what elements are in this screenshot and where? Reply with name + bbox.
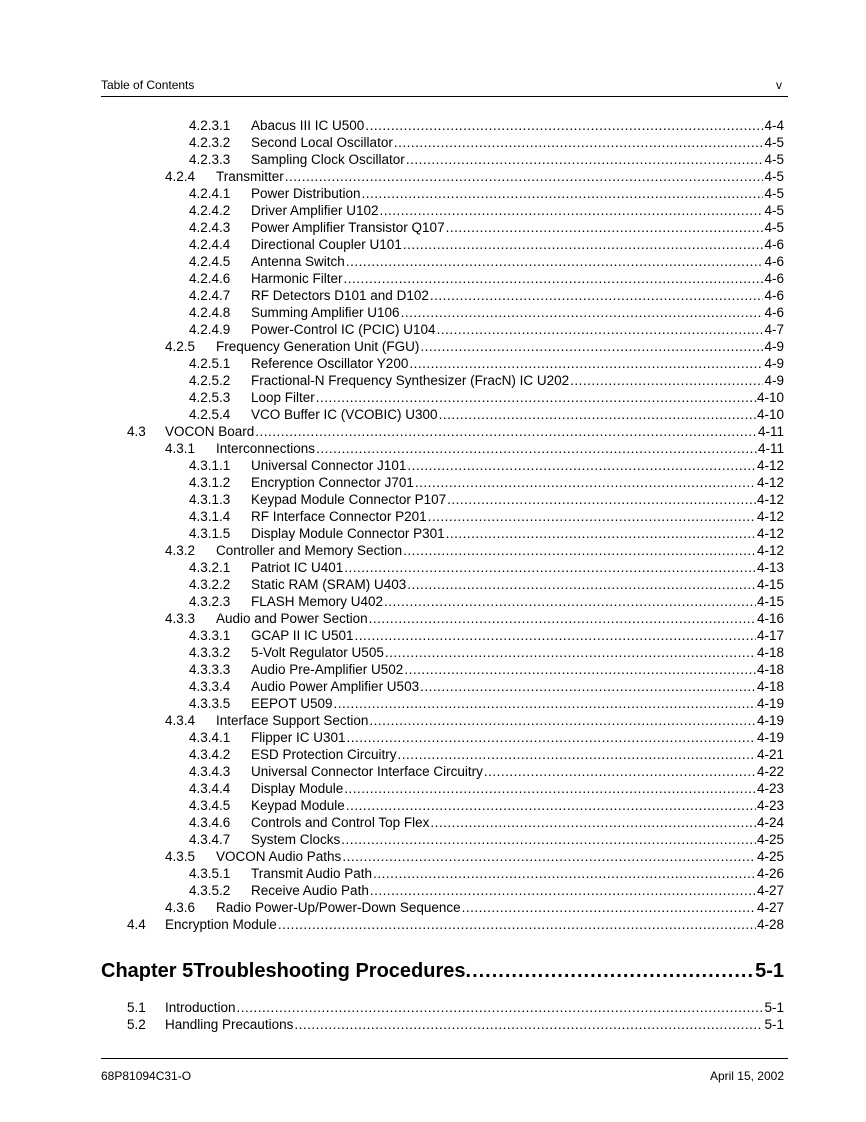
toc-leader-dots: [403, 236, 764, 253]
toc-entry-title: VOCON Board: [165, 424, 255, 439]
toc-entry-number: 4.2.5.1: [189, 356, 231, 371]
toc-entry-number: 4.3.3.4: [189, 679, 231, 694]
toc-entry[interactable]: [0, 831, 866, 848]
toc-entry[interactable]: [0, 797, 866, 814]
toc-entry-title: FLASH Memory U402: [251, 594, 384, 609]
toc-leader-dots: [373, 865, 756, 882]
toc-entry-page: 4-12: [756, 458, 784, 473]
toc-entry-page: 4-12: [756, 492, 784, 507]
toc-entry-number: 4.3.1: [165, 441, 196, 456]
toc-leader-dots: [342, 848, 756, 865]
toc-entry[interactable]: [0, 253, 866, 270]
chapter-leader-dots: [466, 958, 754, 984]
toc-entry[interactable]: [0, 899, 866, 916]
toc-entry-number: 4.2.4: [165, 169, 196, 184]
toc-entry-title: Loop Filter: [251, 390, 315, 405]
toc-entry-page: 4-10: [756, 390, 784, 405]
toc-entry[interactable]: [0, 576, 866, 593]
toc-entry-title: RF Detectors D101 and D102: [251, 288, 429, 303]
toc-entry[interactable]: [0, 508, 866, 525]
toc-entry-page: 4-25: [756, 849, 784, 864]
toc-entry-page: 4-6: [764, 271, 784, 286]
toc-entry-number: 4.3.1.2: [189, 475, 231, 490]
toc-entry-page: 4-6: [764, 254, 784, 269]
toc-entry[interactable]: [0, 999, 866, 1016]
toc-leader-dots: [430, 814, 756, 831]
toc-entry-title: ESD Protection Circuitry: [251, 747, 397, 762]
toc-leader-dots: [385, 644, 756, 661]
toc-entry-title: Handling Precautions: [165, 1017, 294, 1032]
toc-entry[interactable]: [0, 525, 866, 542]
toc-leader-dots: [341, 831, 756, 848]
toc-entry-page: 5-1: [764, 1000, 784, 1015]
toc-leader-dots: [462, 899, 756, 916]
toc-entry-number: 4.2.4.1: [189, 186, 231, 201]
toc-leader-dots: [370, 882, 756, 899]
toc-entry-page: 4-5: [764, 152, 784, 167]
toc-leader-dots: [380, 202, 764, 219]
toc-entry-title: Antenna Switch: [251, 254, 345, 269]
toc-leader-dots: [437, 321, 764, 338]
toc-entry-page: 4-5: [764, 203, 784, 218]
toc-entry[interactable]: [0, 593, 866, 610]
toc-entry-page: 4-23: [756, 798, 784, 813]
toc-entry-number: 4.3.3.1: [189, 628, 231, 643]
toc-leader-dots: [409, 355, 763, 372]
toc-leader-dots: [407, 576, 756, 593]
toc-entry-title: VOCON Audio Paths: [216, 849, 342, 864]
toc-entry-number: 4.2.4.6: [189, 271, 231, 286]
toc-leader-dots: [365, 117, 763, 134]
toc-leader-dots: [406, 151, 764, 168]
toc-entry-title: RF Interface Connector P201: [251, 509, 427, 524]
toc-entry-title: Frequency Generation Unit (FGU): [216, 339, 420, 354]
toc-leader-dots: [369, 610, 756, 627]
toc-entry-page: 4-11: [757, 441, 784, 456]
toc-entry-number: 4.3.6: [165, 900, 196, 915]
toc-entry-page: 4-12: [756, 526, 784, 541]
toc-entry-number: 4.2.5: [165, 339, 196, 354]
toc-entry-title: Patriot IC U401: [251, 560, 344, 575]
toc-entry-page: 4-4: [764, 118, 784, 133]
toc-leader-dots: [430, 287, 764, 304]
toc-entry-number: 4.3.4.7: [189, 832, 231, 847]
toc-entry[interactable]: [0, 423, 866, 440]
toc-entry-page: 4-6: [764, 288, 784, 303]
toc-entry-title: Transmitter: [216, 169, 284, 184]
toc-entry-page: 4-5: [764, 186, 784, 201]
toc-entry-number: 4.3.4: [165, 713, 196, 728]
toc-entry-page: 4-12: [756, 509, 784, 524]
toc-entry[interactable]: [0, 151, 866, 168]
toc-entry-number: 4.3.4.2: [189, 747, 231, 762]
toc-leader-dots: [394, 134, 764, 151]
header-rule: [101, 96, 788, 97]
toc-entry-number: 4.2.4.8: [189, 305, 231, 320]
toc-entry-title: Fractional-N Frequency Synthesizer (FracN) IC U202: [251, 373, 570, 388]
toc-entry[interactable]: [0, 814, 866, 831]
toc-entry-page: 4-9: [764, 339, 784, 354]
toc-entry-title: Encryption Module: [165, 917, 277, 932]
toc-entry[interactable]: [0, 661, 866, 678]
chapter-heading[interactable]: [101, 958, 784, 984]
chapter-number: Chapter 5: [101, 960, 194, 982]
toc-entry-number: 4.3.5: [165, 849, 196, 864]
header-section-title: Table of Contents: [101, 78, 195, 92]
toc-entry-title: Encryption Connector J701: [251, 475, 414, 490]
toc-entry-page: 4-12: [756, 543, 784, 558]
toc-leader-dots: [446, 219, 764, 236]
toc-leader-dots: [420, 338, 763, 355]
toc-entry-page: 4-26: [756, 866, 784, 881]
toc-entry[interactable]: [0, 1016, 866, 1033]
toc-leader-dots: [439, 406, 756, 423]
toc-entry-number: 4.3.5.1: [189, 866, 231, 881]
toc-entry-title: Reference Oscillator Y200: [251, 356, 409, 371]
toc-entry-page: 4-13: [756, 560, 784, 575]
toc-entry-number: 4.3.3.2: [189, 645, 231, 660]
toc-leader-dots: [570, 372, 763, 389]
toc-entry-number: 4.3.4.5: [189, 798, 231, 813]
toc-entry[interactable]: [0, 712, 866, 729]
toc-leader-dots: [316, 440, 757, 457]
toc-entry-page: 4-23: [756, 781, 784, 796]
toc-entry[interactable]: [0, 763, 866, 780]
toc-entry[interactable]: [0, 627, 866, 644]
toc-entry-page: 4-15: [756, 594, 784, 609]
toc-entry[interactable]: [0, 219, 866, 236]
toc-entry[interactable]: [0, 134, 866, 151]
toc-entry-title: Flipper IC U301: [251, 730, 346, 745]
toc-entry[interactable]: [0, 202, 866, 219]
toc-entry-title: Second Local Oscillator: [251, 135, 393, 150]
toc-entry-number: 4.2.3.3: [189, 152, 231, 167]
toc-entry-page: 4-7: [764, 322, 784, 337]
toc-entry-number: 4.2.4.4: [189, 237, 231, 252]
toc-entry-number: 4.3.4.1: [189, 730, 231, 745]
toc-entry-title: Power Distribution: [251, 186, 361, 201]
toc-entry-page: 4-27: [756, 900, 784, 915]
toc-leader-dots: [344, 780, 756, 797]
toc-entry-number: 4.2.3.1: [189, 118, 231, 133]
toc-entry[interactable]: [0, 729, 866, 746]
toc-entry-page: 4-25: [756, 832, 784, 847]
toc-entry-title: Summing Amplifier U106: [251, 305, 400, 320]
toc-entry-title: Display Module: [251, 781, 344, 796]
toc-entry-number: 4.3.3.3: [189, 662, 231, 677]
toc-leader-dots: [355, 627, 756, 644]
footer-rule: [101, 1058, 788, 1059]
toc-entry-title: Interconnections: [216, 441, 316, 456]
toc-entry[interactable]: [0, 610, 866, 627]
footer-doc-number: 68P81094C31-O: [101, 1069, 192, 1083]
toc-entry-title: Power Amplifier Transistor Q107: [251, 220, 445, 235]
toc-entry-title: Abacus III IC U500: [251, 118, 365, 133]
toc-entry-title: Audio and Power Section: [216, 611, 368, 626]
toc-entry-number: 4.3.4.6: [189, 815, 231, 830]
toc-entry-page: 4-19: [756, 730, 784, 745]
toc-leader-dots: [285, 168, 764, 185]
toc-entry-title: Transmit Audio Path: [251, 866, 373, 881]
toc-entry-number: 4.2.4.5: [189, 254, 231, 269]
toc-leader-dots: [237, 999, 764, 1016]
toc-entry-page: 4-5: [764, 220, 784, 235]
toc-leader-dots: [344, 270, 764, 287]
toc-entry-title: Audio Pre-Amplifier U502: [251, 662, 404, 677]
toc-entry[interactable]: [0, 559, 866, 576]
toc-entry-number: 5.1: [127, 1000, 146, 1015]
toc-entry-title: Harmonic Filter: [251, 271, 343, 286]
toc-entry[interactable]: [0, 406, 866, 423]
toc-entry-title: Controller and Memory Section: [216, 543, 403, 558]
toc-entry-page: 4-5: [764, 169, 784, 184]
toc-entry[interactable]: [0, 168, 866, 185]
toc-entry-page: 4-24: [756, 815, 784, 830]
toc-entry-page: 4-18: [756, 662, 784, 677]
toc-entry[interactable]: [0, 491, 866, 508]
toc-entry-page: 4-16: [756, 611, 784, 626]
chapter-toc-list: [0, 999, 866, 1033]
toc-entry-title: Keypad Module: [251, 798, 345, 813]
toc-entry-number: 4.3.2.1: [189, 560, 231, 575]
toc-leader-dots: [403, 542, 756, 559]
toc-entry-page: 4-17: [756, 628, 784, 643]
toc-entry[interactable]: [0, 848, 866, 865]
toc-entry-page: 4-18: [756, 679, 784, 694]
toc-entry-title: Power-Control IC (PCIC) U104: [251, 322, 436, 337]
toc-leader-dots: [369, 712, 756, 729]
toc-entry-number: 4.3.2.2: [189, 577, 231, 592]
toc-entry[interactable]: [0, 338, 866, 355]
toc-entry-title: 5-Volt Regulator U505: [251, 645, 384, 660]
toc-leader-dots: [447, 491, 756, 508]
toc-entry-number: 4.3.4.3: [189, 764, 231, 779]
toc-entry-number: 4.3: [127, 424, 146, 439]
toc-entry-number: 4.3.3.5: [189, 696, 231, 711]
toc-entry-number: 4.2.3.2: [189, 135, 231, 150]
toc-entry[interactable]: [0, 542, 866, 559]
toc-entry-title: Sampling Clock Oscillator: [251, 152, 405, 167]
toc-entry-number: 4.3.1.4: [189, 509, 231, 524]
toc-leader-dots: [415, 474, 756, 491]
toc-entry-number: 4.4: [127, 917, 146, 932]
toc-entry[interactable]: [0, 916, 866, 933]
toc-entry-title: Controls and Control Top Flex: [251, 815, 430, 830]
toc-entry[interactable]: [0, 117, 866, 134]
toc-entry-title: Audio Power Amplifier U503: [251, 679, 420, 694]
toc-entry-page: 4-18: [756, 645, 784, 660]
toc-leader-dots: [294, 1016, 763, 1033]
toc-entry[interactable]: [0, 695, 866, 712]
toc-leader-dots: [344, 559, 756, 576]
toc-leader-dots: [362, 185, 764, 202]
toc-entry-number: 4.3.1.3: [189, 492, 231, 507]
toc-entry-title: Interface Support Section: [216, 713, 369, 728]
toc-entry-title: Receive Audio Path: [251, 883, 369, 898]
toc-entry-page: 4-28: [756, 917, 784, 932]
toc-entry-title: Directional Coupler U101: [251, 237, 402, 252]
toc-entry-title: Introduction: [165, 1000, 236, 1015]
toc-entry[interactable]: [0, 236, 866, 253]
toc-leader-dots: [334, 695, 756, 712]
toc-entry-number: 4.3.2: [165, 543, 196, 558]
toc-entry-title: System Clocks: [251, 832, 341, 847]
toc-entry-number: 4.2.4.2: [189, 203, 231, 218]
toc-entry-title: Universal Connector Interface Circuitry: [251, 764, 483, 779]
toc-entry[interactable]: [0, 321, 866, 338]
toc-entry-page: 4-9: [764, 356, 784, 371]
toc-entry[interactable]: [0, 780, 866, 797]
toc-entry-number: 4.3.1.5: [189, 526, 231, 541]
toc-leader-dots: [420, 678, 756, 695]
toc-entry[interactable]: [0, 474, 866, 491]
header-page-number: v: [776, 78, 782, 92]
toc-entry-title: Driver Amplifier U102: [251, 203, 379, 218]
toc-leader-dots: [401, 304, 764, 321]
toc-entry-page: 4-19: [756, 696, 784, 711]
toc-entry-page: 4-5: [764, 135, 784, 150]
toc-entry-number: 5.2: [127, 1017, 146, 1032]
chapter-page: 5-1: [755, 960, 784, 982]
toc-leader-dots: [255, 423, 757, 440]
toc-entry[interactable]: [0, 457, 866, 474]
toc-entry-page: 4-6: [764, 237, 784, 252]
toc-entry-number: 4.2.5.2: [189, 373, 231, 388]
toc-entry-title: Display Module Connector P301: [251, 526, 445, 541]
toc-entry[interactable]: [0, 304, 866, 321]
toc-entry[interactable]: [0, 185, 866, 202]
toc-entry-title: EEPOT U509: [251, 696, 333, 711]
toc-entry[interactable]: [0, 440, 866, 457]
toc-leader-dots: [346, 253, 764, 270]
toc-entry-page: 4-22: [756, 764, 784, 779]
chapter-title: Troubleshooting Procedures: [193, 960, 466, 982]
toc-entry-page: 4-12: [756, 475, 784, 490]
toc-leader-dots: [484, 763, 756, 780]
toc-list: [0, 117, 866, 933]
toc-leader-dots: [384, 593, 756, 610]
toc-entry-number: 4.3.4.4: [189, 781, 231, 796]
toc-entry[interactable]: [0, 355, 866, 372]
footer-date: April 15, 2002: [709, 1069, 784, 1083]
toc-entry-number: 4.2.4.7: [189, 288, 231, 303]
toc-entry-title: Keypad Module Connector P107: [251, 492, 447, 507]
toc-entry[interactable]: [0, 389, 866, 406]
toc-entry-title: Radio Power-Up/Power-Down Sequence: [216, 900, 461, 915]
toc-leader-dots: [278, 916, 756, 933]
toc-entry[interactable]: [0, 372, 866, 389]
toc-leader-dots: [398, 746, 756, 763]
toc-entry-page: 4-19: [756, 713, 784, 728]
toc-entry-page: 4-27: [756, 883, 784, 898]
toc-entry-page: 4-15: [756, 577, 784, 592]
toc-leader-dots: [446, 525, 756, 542]
toc-entry-page: 4-10: [756, 407, 784, 422]
toc-entry-title: Static RAM (SRAM) U403: [251, 577, 407, 592]
toc-entry-number: 4.3.5.2: [189, 883, 231, 898]
toc-entry[interactable]: [0, 644, 866, 661]
toc-entry-page: 4-11: [757, 424, 784, 439]
toc-leader-dots: [316, 389, 756, 406]
toc-entry-page: 4-6: [764, 305, 784, 320]
toc-entry-number: 4.2.5.4: [189, 407, 231, 422]
toc-entry-title: GCAP II IC U501: [251, 628, 354, 643]
toc-entry-number: 4.2.4.3: [189, 220, 231, 235]
toc-leader-dots: [346, 797, 756, 814]
toc-leader-dots: [404, 661, 756, 678]
toc-entry[interactable]: [0, 882, 866, 899]
toc-entry-number: 4.2.4.9: [189, 322, 231, 337]
toc-entry-page: 4-21: [756, 747, 784, 762]
toc-leader-dots: [407, 457, 756, 474]
toc-leader-dots: [347, 729, 756, 746]
toc-entry-number: 4.3.3: [165, 611, 196, 626]
toc-entry[interactable]: [0, 678, 866, 695]
toc-entry[interactable]: [0, 287, 866, 304]
toc-entry[interactable]: [0, 746, 866, 763]
toc-entry-title: Universal Connector J101: [251, 458, 407, 473]
toc-entry-number: 4.3.1.1: [189, 458, 231, 473]
toc-entry-number: 4.2.5.3: [189, 390, 231, 405]
toc-leader-dots: [428, 508, 756, 525]
toc-entry[interactable]: [0, 270, 866, 287]
toc-entry-title: VCO Buffer IC (VCOBIC) U300: [251, 407, 438, 422]
toc-entry[interactable]: [0, 865, 866, 882]
toc-entry-page: 4-9: [764, 373, 784, 388]
toc-entry-page: 5-1: [764, 1017, 784, 1032]
toc-entry-number: 4.3.2.3: [189, 594, 231, 609]
